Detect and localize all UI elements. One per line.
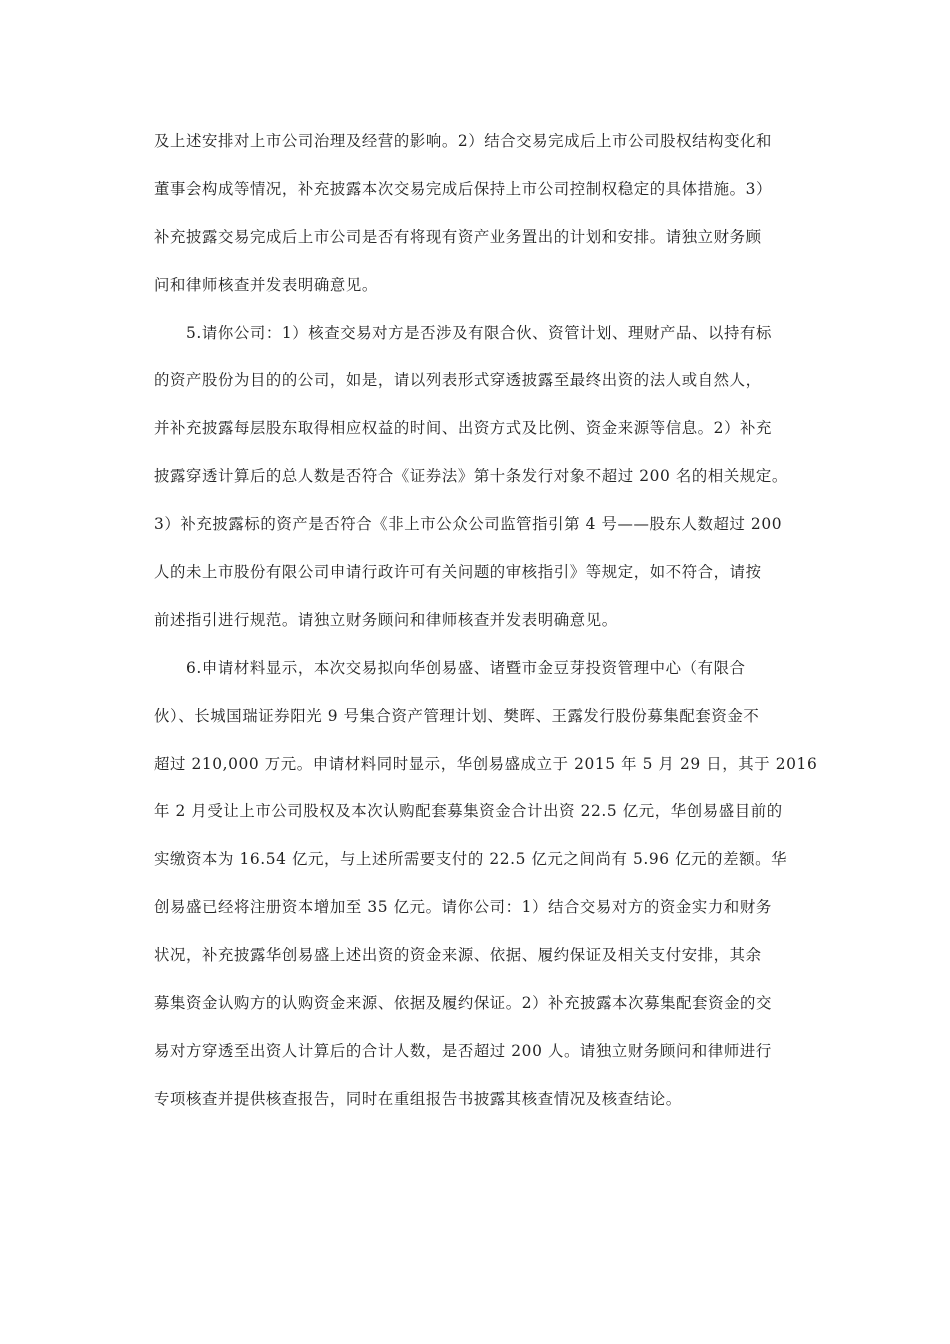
text-line: 前述指引进行规范。请独立财务顾问和律师核查并发表明确意见。 bbox=[154, 610, 618, 629]
text-line: 人的未上市股份有限公司申请行政许可有关问题的审核指引》等规定，如不符合，请按 bbox=[154, 563, 762, 582]
text-line: 并补充披露每层股东取得相应权益的时间、出资方式及比例、资金来源等信息。2）补充 bbox=[154, 419, 773, 438]
text-line: 实缴资本为 16.54 亿元，与上述所需要支付的 22.5 亿元之间尚有 5.96 亿元的差额。华 bbox=[154, 850, 788, 869]
text-line: 伙）、长城国瑞证券阳光 9 号集合资产管理计划、樊晖、王露发行股份募集配套资金不 bbox=[154, 706, 760, 725]
text-line: 披露穿透计算后的总人数是否符合《证券法》第十条发行对象不超过 200 名的相关规定。 bbox=[154, 467, 788, 486]
paragraph-6-start: 6.申请材料显示，本次交易拟向华创易盛、诸暨市金豆芽投资管理中心（有限合 bbox=[186, 658, 746, 677]
text-line: 创易盛已经将注册资本增加至 35 亿元。请你公司：1）结合交易对方的资金实力和财务 bbox=[154, 898, 772, 917]
text-line: 易对方穿透至出资人计算后的合计人数，是否超过 200 人。请独立财务顾问和律师进行 bbox=[154, 1041, 772, 1060]
text-line: 超过 210,000 万元。申请材料同时显示，华创易盛成立于 2015 年 5 月 29 日，其于 2016 bbox=[154, 754, 818, 773]
text-line: 问和律师核查并发表明确意见。 bbox=[154, 275, 378, 294]
text-line: 募集资金认购方的认购资金来源、依据及履约保证。2）补充披露本次募集配套资金的交 bbox=[154, 994, 773, 1013]
document-body bbox=[154, 118, 818, 1124]
text-line: 年 2 月受让上市公司股权及本次认购配套募集资金合计出资 22.5 亿元，华创易盛目前的 bbox=[154, 802, 783, 821]
paragraph-5-start: 5.请你公司：1）核查交易对方是否涉及有限合伙、资管计划、理财产品、以持有标 bbox=[186, 323, 772, 342]
text-line: 补充披露交易完成后上市公司是否有将现有资产业务置出的计划和安排。请独立财务顾 bbox=[154, 227, 762, 246]
text-line: 及上述安排对上市公司治理及经营的影响。2）结合交易完成后上市公司股权结构变化和 bbox=[154, 132, 773, 150]
text-line: 专项核查并提供核查报告，同时在重组报告书披露其核查情况及核查结论。 bbox=[154, 1089, 682, 1108]
text-line: 3）补充披露标的资产是否符合《非上市公众公司监管指引第 4 号——股东人数超过 200 bbox=[154, 515, 783, 534]
text-line: 状况，补充披露华创易盛上述出资的资金来源、依据、履约保证及相关支付安排，其余 bbox=[154, 946, 762, 965]
text-line: 的资产股份为目的的公司，如是，请以列表形式穿透披露至最终出资的法人或自然人， bbox=[154, 371, 762, 390]
text-line: 董事会构成等情况，补充披露本次交易完成后保持上市公司控制权稳定的具体措施。3） bbox=[154, 179, 773, 198]
